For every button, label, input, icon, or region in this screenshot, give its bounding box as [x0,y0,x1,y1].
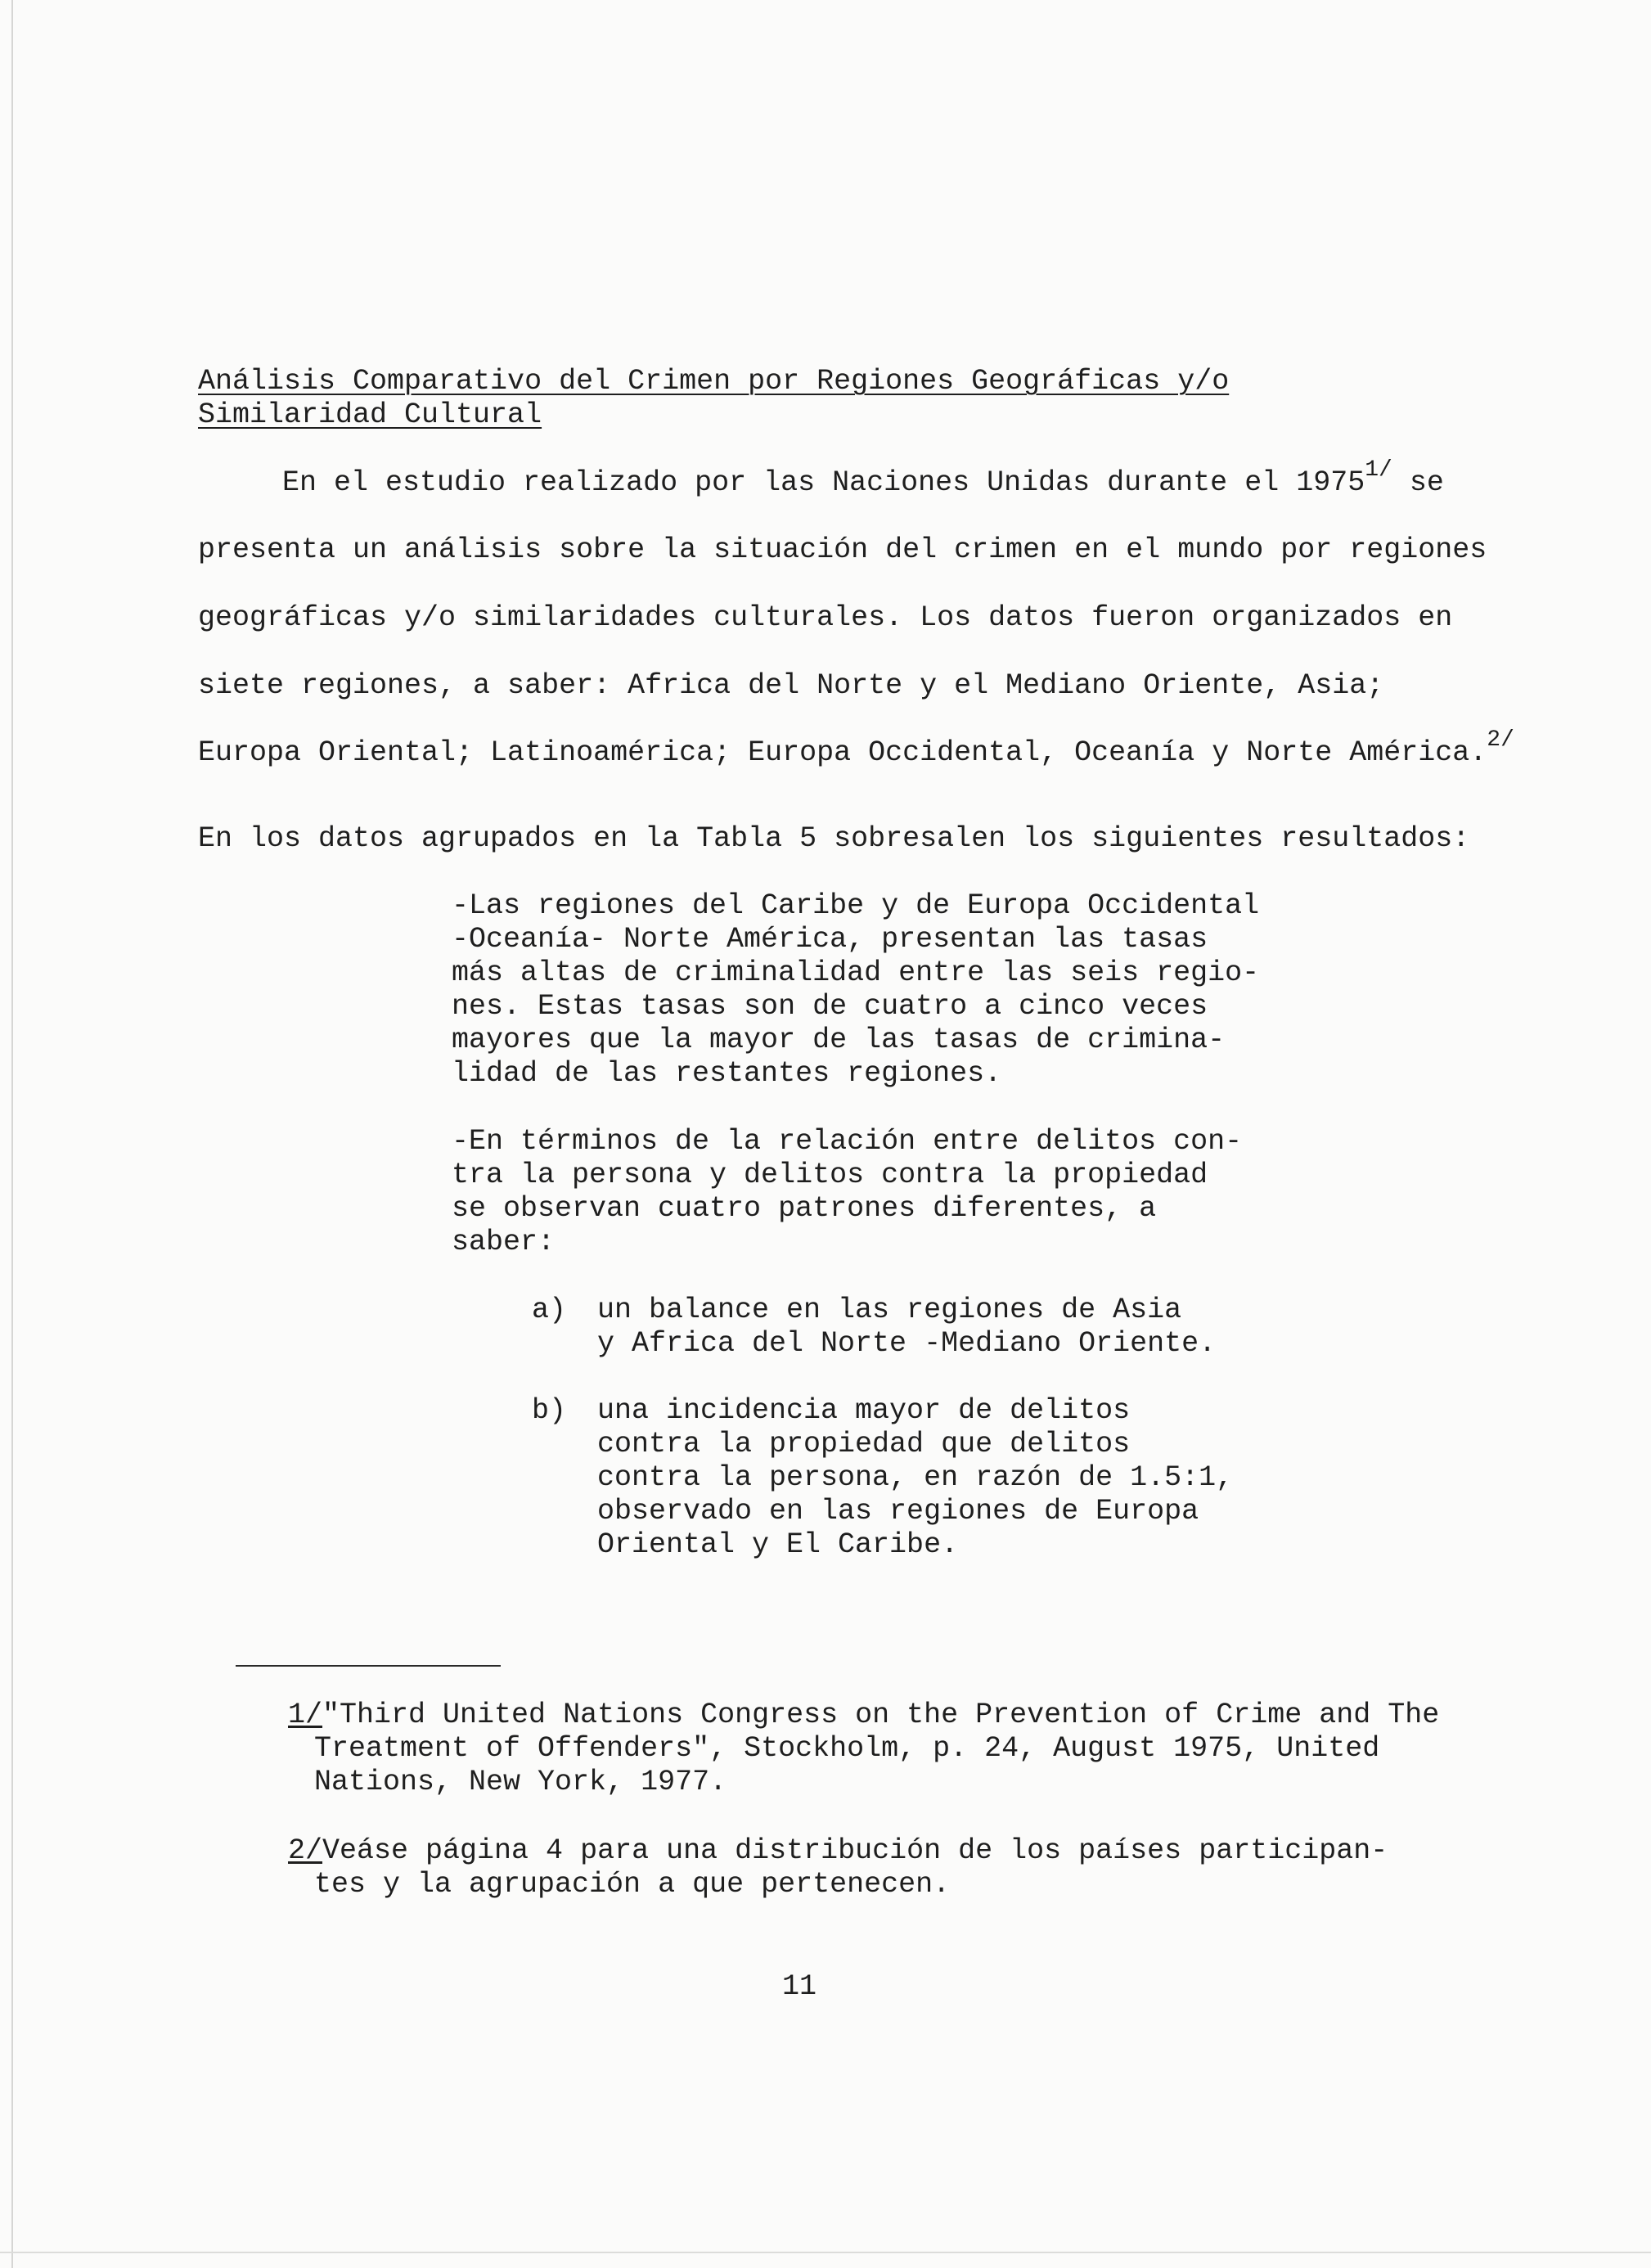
item-a-line: y Africa del Norte -Mediano Oriente. [597,1327,1217,1360]
item-a [597,1294,1216,1361]
item-b-line: contra la propiedad que delitos [597,1428,1131,1460]
bullet-1-line: más altas de criminalidad entre las seis regio- [452,956,1260,989]
item-a-line: un balance en las regiones de Asia [597,1294,1182,1326]
item-b-line: Oriental y El Caribe. [597,1528,959,1561]
footnote-separator [236,1665,501,1667]
section-heading-line-2: Similaridad Cultural [198,398,542,431]
bullet-1-line: nes. Estas tasas son de cuatro a cinco veces [452,990,1208,1023]
bullet-1 [452,889,1259,1091]
page-number: 11 [782,1970,817,2003]
footnote-2-line-2: tes y la agrupación a que pertenecen. [314,1868,951,1901]
item-a-label: a) [532,1294,567,1326]
paragraph-1-line-1 [282,457,1444,502]
paragraph-1-line-2: presenta un análisis sobre la situación del crimen en el mundo por regiones [198,533,1487,566]
bullet-1-line: -Oceanía- Norte América, presentan las tasas [452,923,1208,956]
paragraph-2: En los datos agrupados en la Tabla 5 sobresalen los siguientes resultados: [198,822,1470,855]
item-b-line: observado en las regiones de Europa [597,1495,1199,1528]
paragraph-1-line-3: geográficas y/o similaridades culturales. Los datos fueron organizados en [198,601,1453,634]
paragraph-1-line-5-text: Europa Oriental; Latinoamérica; Europa Occidental, Oceanía y Norte América. [198,736,1487,769]
footnote-1-mark: 1/ [288,1699,323,1731]
footnote-2-mark: 2/ [288,1834,323,1867]
footnote-1-line-3: Nations, New York, 1977. [314,1766,727,1798]
footnote-ref-2: 2/ [1487,727,1514,753]
item-b-label: b) [532,1394,567,1427]
bullet-1-line: -Las regiones del Caribe y de Europa Occidental [452,889,1260,922]
paragraph-1-line-4: siete regiones, a saber: Africa del Norte y el Mediano Oriente, Asia; [198,669,1384,702]
bullet-2-line: se observan cuatro patrones diferentes, a [452,1192,1157,1225]
paragraph-1-line-5 [198,727,1514,772]
bullet-2 [452,1125,1242,1259]
footnote-2-line-1 [288,1834,1388,1868]
footnote-1-line-1 [288,1699,1439,1732]
footnote-ref-1: 1/ [1365,457,1392,483]
item-b-line: una incidencia mayor de delitos [597,1394,1131,1427]
footnote-1-line-2: Treatment of Offenders", Stockholm, p. 24, August 1975, United [314,1732,1380,1765]
footnote-2-text: Veáse página 4 para una distribución de los países participan- [322,1834,1388,1867]
paragraph-1-line-1-after: se [1392,466,1444,499]
section-heading-line-1: Análisis Comparativo del Crimen por Regiones Geográficas y/o [198,365,1230,398]
bullet-1-line: mayores que la mayor de las tasas de crimina- [452,1024,1226,1056]
footnote-1-text: "Third United Nations Congress on the Prevention of Crime and The [322,1699,1440,1731]
bullet-2-line: tra la persona y delitos contra la propiedad [452,1159,1208,1191]
item-b-line: contra la persona, en razón de 1.5:1, [597,1461,1234,1494]
page-bottom-edge [0,2252,1651,2253]
bullet-1-line: lidad de las restantes regiones. [452,1057,1002,1090]
bullet-2-line: saber: [452,1226,556,1258]
page-left-edge [11,0,13,2268]
item-b [597,1394,1233,1562]
paragraph-1-line-1-text: En el estudio realizado por las Naciones Unidas durante el 1975 [282,466,1365,499]
bullet-2-line: -En términos de la relación entre delitos con- [452,1125,1243,1158]
